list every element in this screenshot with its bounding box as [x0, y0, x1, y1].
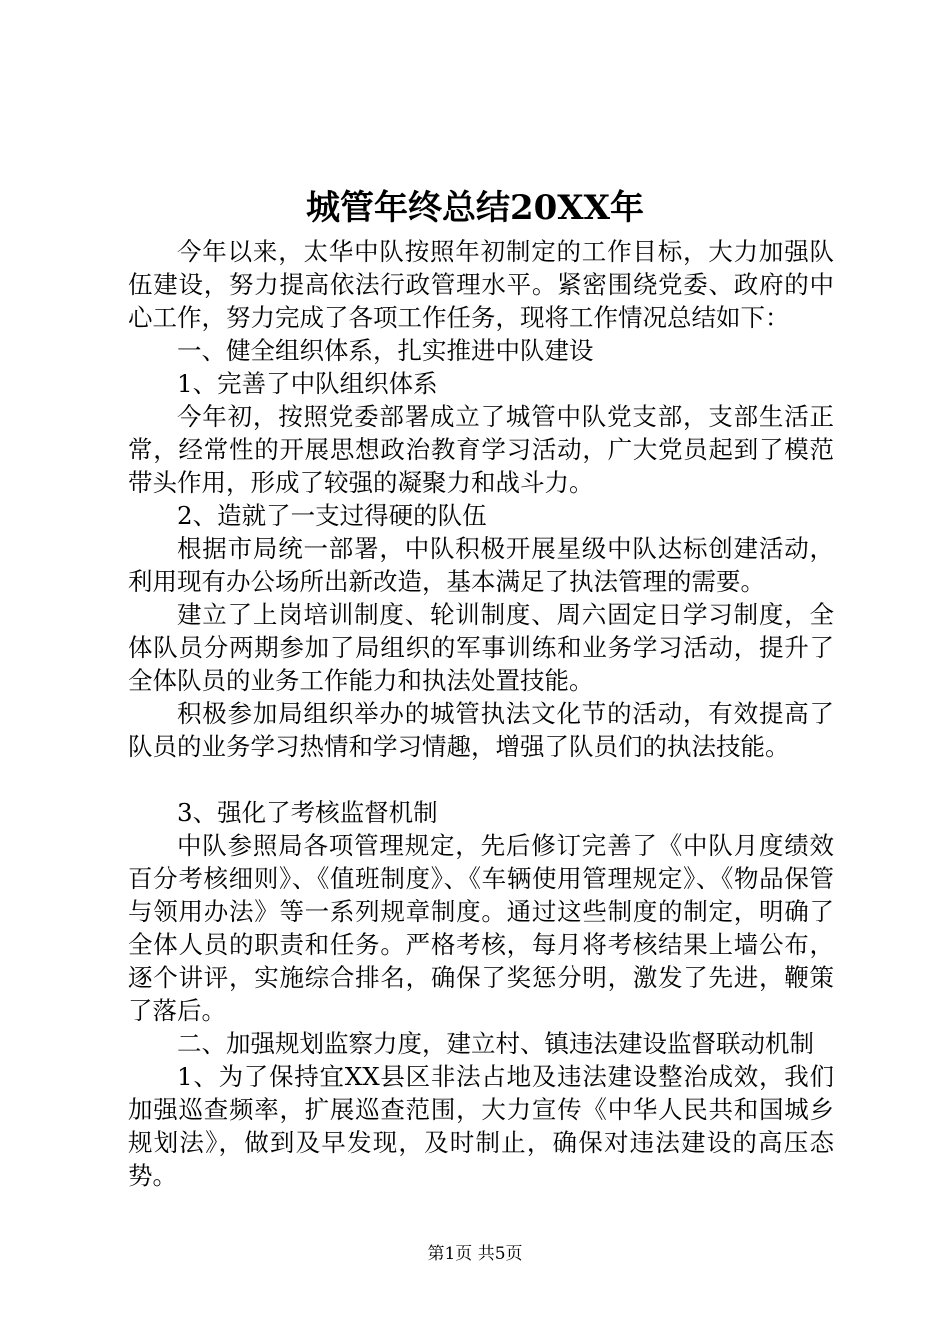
paragraph: 根据市局统一部署，中队积极开展星级中队达标创建活动，利用现有办公场所出新改造，基本满足了执法管理的需要。: [128, 534, 834, 596]
paragraph: 1、为了保持宜XX县区非法占地及违法建设整治成效，我们加强巡查频率，扩展巡查范围，大力宣传《中华人民共和国城乡规划法》，做到及早发现，及时制止，确保对违法建设的高压态势。: [128, 1062, 834, 1190]
subsection-heading-1-1: 1、完善了中队组织体系: [177, 369, 438, 398]
page-footer: 第1页 共5页: [427, 1244, 523, 1264]
paragraph: 中队参照局各项管理规定，先后修订完善了《中队月度绩效百分考核细则》、《值班制度》、《车辆使用管理规定》、《物品保管与领用办法》等一系列规章制度。通过这些制度的制定，明确了全体人员的职责和任务。严格考核，每月将考核结果上墙公布，逐个讲评，实施综合排名，确保了奖惩分明，激发了先进，鞭策了落后。: [128, 831, 834, 1025]
subsection-heading-1-3: 3、强化了考核监督机制: [177, 798, 438, 827]
subsection-heading-1-2: 2、造就了一支过得硬的队伍: [177, 501, 487, 530]
section-heading-1: 一、健全组织体系，扎实推进中队建设: [177, 336, 594, 365]
paragraph: 积极参加局组织举办的城管执法文化节的活动，有效提高了队员的业务学习热情和学习情趣，增强了队员们的执法技能。: [128, 699, 834, 761]
paragraph: 建立了上岗培训制度、轮训制度、周六固定日学习制度，全体队员分两期参加了局组织的军事训练和业务学习活动，提升了全体队员的业务工作能力和执法处置技能。: [128, 600, 834, 695]
section-heading-2: 二、加强规划监察力度，建立村、镇违法建设监督联动机制: [177, 1029, 814, 1058]
document-title: 城管年终总结20XX年: [305, 188, 645, 228]
paragraph: 今年初，按照党委部署成立了城管中队党支部，支部生活正常，经常性的开展思想政治教育学习活动，广大党员起到了模范带头作用，形成了较强的凝聚力和战斗力。: [128, 402, 834, 497]
document-body: [128, 235, 834, 1192]
paragraph-intro: 今年以来，太华中队按照年初制定的工作目标，大力加强队伍建设，努力提高依法行政管理水平。紧密围绕党委、政府的中心工作，努力完成了各项工作任务，现将工作情况总结如下：: [128, 237, 834, 332]
